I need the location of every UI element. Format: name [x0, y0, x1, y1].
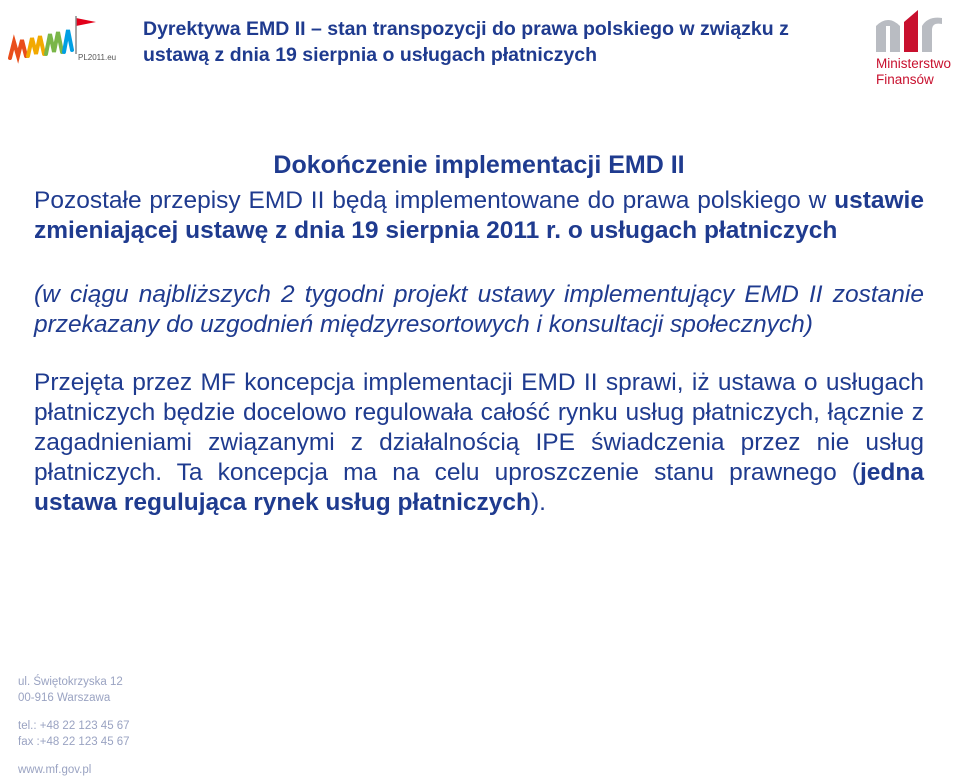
- ministry-name: [876, 56, 951, 88]
- footer-address-street: ul. Świętokrzyska 12: [18, 676, 123, 688]
- paragraph-remaining-provisions: [34, 186, 924, 246]
- footer-address-city: 00-916 Warszawa: [18, 692, 111, 704]
- paragraph-concept-bold: jedna ustawa regulująca rynek usług płatniczych: [34, 459, 924, 516]
- paragraph-remaining-provisions-bold: ustawie zmieniającej ustawę z dnia 19 sierpnia 2011 r. o usługach płatniczych: [34, 187, 924, 244]
- paragraph-remaining-provisions-text: Pozostałe przepisy EMD II będą implementowane do prawa polskiego w: [34, 187, 835, 214]
- ministry-name-line1: Ministerstwo: [876, 56, 952, 71]
- presidency-logo: [4, 10, 116, 68]
- paragraph-timeline: (w ciągu najbliższych 2 tygodni projekt ustawy implementujący EMD II zostanie przekazany do uzgodnień międzyresortowych i konsultacji społecznych): [34, 281, 924, 338]
- header-title: [143, 16, 863, 68]
- section-title: Dokończenie implementacji EMD II: [273, 151, 685, 179]
- paragraph-concept-text: Przejęta przez MF koncepcja implementacji EMD II sprawi, iż ustawa o usługach płatniczych będzie docelowo regulowała całość rynku usług płatniczych, łącznie z zagadnieniami związanymi z działalnością IPE świadczenia przez nie usług płatniczych. Ta koncepcja ma na celu uproszczenie stanu prawnego (: [34, 369, 924, 486]
- footer-phone: tel.: +48 22 123 45 67: [18, 720, 130, 732]
- presidency-logo-text: PL2011.eu: [78, 53, 116, 62]
- paragraph-concept-end: ).: [530, 489, 546, 516]
- header-title-line1: Dyrektywa EMD II – stan transpozycji do prawa polskiego w związku z: [143, 18, 789, 40]
- footer-website-link[interactable]: www.mf.gov.pl: [18, 764, 92, 776]
- footer-fax: fax :+48 22 123 45 67: [18, 736, 130, 748]
- header-title-line2: ustawą z dnia 19 sierpnia o usługach płatniczych: [143, 44, 598, 66]
- paragraph-concept: [34, 368, 924, 518]
- slide-content: [34, 150, 924, 518]
- footer-contact: [18, 674, 130, 778]
- ministry-name-line2: Finansów: [876, 72, 934, 87]
